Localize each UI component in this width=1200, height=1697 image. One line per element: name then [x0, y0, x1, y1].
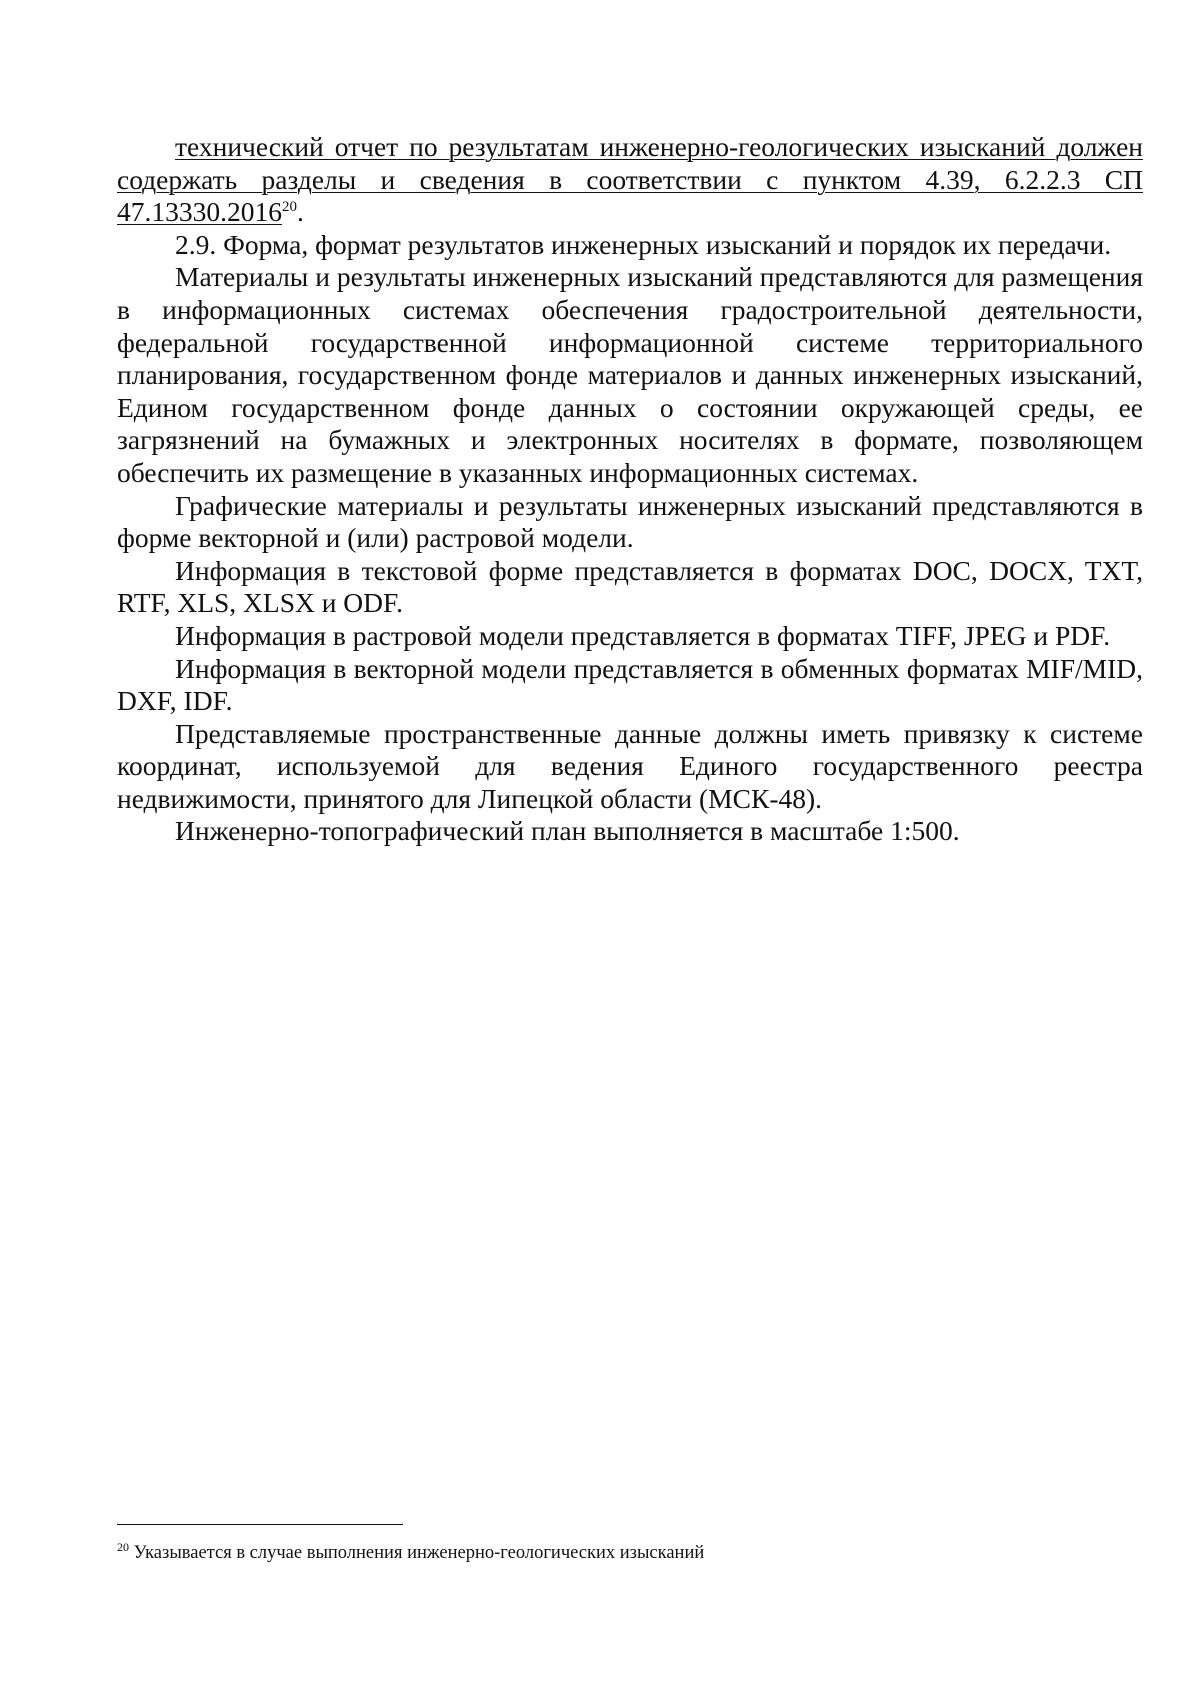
paragraph-text-formats: Информация в текстовой форме представляется в форматах DOC, DOCX, TXT, RTF, XLS, XLSX и ODF. [117, 554, 1143, 619]
paragraph-technical-report [117, 131, 1143, 229]
document-body [117, 131, 1143, 848]
paragraph-topographic-scale: Инженерно-топографический план выполняется в масштабе 1:500. [175, 815, 960, 847]
paragraph-materials-placement: Материалы и результаты инженерных изысканий представляются для размещения в информационных системах обеспечения градостроительной деятельности, федеральной государственной информационной системе территориального планирования, государственном фонде материалов и данных инженерных изысканий, Едином государственном фонде данных о состоянии окружающей среды, ее загрязнений на бумажных и электронных носителях в формате, позволяющем обеспечить их размещение в указанных информационных системах. [117, 261, 1143, 488]
paragraph-tail: . [297, 196, 304, 228]
paragraph-coordinate-system: Представляемые пространственные данные должны иметь привязку к системе координат, используемой для ведения Единого государственного реестра недвижимости, принятого для Липецкой области (МСК-48). [117, 717, 1143, 814]
paragraph-raster-formats: Информация в растровой модели представляется в форматах TIFF, JPEG и PDF. [175, 619, 1111, 651]
footnote [117, 1541, 1117, 1565]
paragraph-vector-formats: Информация в векторной модели представляется в обменных форматах MIF/MID, DXF, IDF. [117, 652, 1143, 717]
footnote-separator [117, 1524, 403, 1525]
footnote-text: Указывается в случае выполнения инженерно-геологических изысканий [133, 1543, 705, 1563]
footnote-number: 20 [117, 1539, 129, 1554]
underlined-requirement-text: технический отчет по результатам инженерно-геологических изысканий должен содержать разделы и сведения в соответствии с пунктом 4.39, 6.2.2.3 СП 47.13330.2016 [117, 131, 1143, 228]
paragraph-graphic-materials: Графические материалы и результаты инженерных изысканий представляются в форме векторной и (или) растровой модели. [117, 489, 1143, 554]
paragraph-section-2-9: 2.9. Форма, формат результатов инженерных изысканий и порядок их передачи. [175, 228, 1112, 260]
footnote-reference: 20 [282, 199, 297, 216]
